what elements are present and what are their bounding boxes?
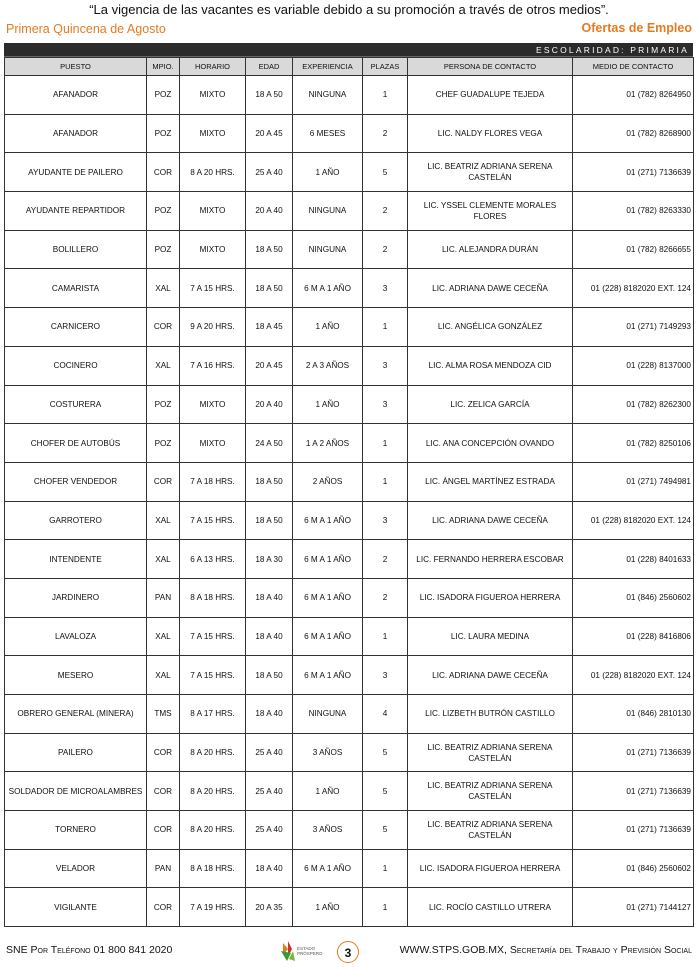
table-cell: 18 A 50 [246, 76, 293, 115]
table-cell: 3 [363, 269, 408, 308]
table-cell: 18 A 40 [246, 695, 293, 734]
table-cell: NINGUNA [293, 695, 363, 734]
table-row [5, 462, 694, 501]
table-cell: 18 A 30 [246, 540, 293, 579]
table-cell: 3 [363, 346, 408, 385]
table-cell: CHOFER DE AUTOBÚS [5, 424, 147, 463]
table-cell: POZ [147, 114, 180, 153]
table-cell: 1 [363, 462, 408, 501]
table-cell: LIC. YSSEL CLEMENTE MORALES FLORES [408, 192, 573, 231]
table-cell: LIC. LIZBETH BUTRÓN CASTILLO [408, 695, 573, 734]
table-row [5, 308, 694, 347]
table-cell: COR [147, 772, 180, 811]
table-cell: 25 A 40 [246, 153, 293, 192]
logo-text-estado: ESTADO [297, 946, 316, 951]
table-cell: POZ [147, 424, 180, 463]
table-cell: 4 [363, 695, 408, 734]
table-cell: XAL [147, 269, 180, 308]
column-header: EDAD [246, 58, 293, 76]
table-cell: MIXTO [180, 385, 246, 424]
table-cell: LIC. BEATRIZ ADRIANA SERENA CASTELÁN [408, 811, 573, 850]
table-cell: SOLDADOR DE MICROALAMBRES [5, 772, 147, 811]
table-row [5, 617, 694, 656]
table-cell: BOLILLERO [5, 230, 147, 269]
table-cell: 2 [363, 578, 408, 617]
table-cell: 01 (228) 8416806 [573, 617, 694, 656]
table-cell: 5 [363, 772, 408, 811]
column-header: HORARIO [180, 58, 246, 76]
table-cell: 6 M A 1 AÑO [293, 849, 363, 888]
table-cell: 1 [363, 849, 408, 888]
table-cell: 2 A 3 AÑOS [293, 346, 363, 385]
table-cell: 3 [363, 501, 408, 540]
table-cell: 1 AÑO [293, 385, 363, 424]
table-cell: XAL [147, 346, 180, 385]
page-number: 3 [337, 941, 359, 963]
table-cell: CHEF GUADALUPE TEJEDA [408, 76, 573, 115]
table-cell: 6 M A 1 AÑO [293, 617, 363, 656]
table-cell: 2 [363, 114, 408, 153]
table-cell: 18 A 50 [246, 230, 293, 269]
table-cell: 1 [363, 308, 408, 347]
table-cell: 01 (271) 7136639 [573, 153, 694, 192]
table-cell: 18 A 40 [246, 617, 293, 656]
table-cell: 6 M A 1 AÑO [293, 656, 363, 695]
table-cell: LIC. BEATRIZ ADRIANA SERENA CASTELÁN [408, 733, 573, 772]
column-header: MEDIO DE CONTACTO [573, 58, 694, 76]
table-row [5, 540, 694, 579]
table-cell: 20 A 40 [246, 385, 293, 424]
table-cell: LIC. ADRIANA DAWE CECEÑA [408, 501, 573, 540]
table-cell: XAL [147, 656, 180, 695]
table-cell: AFANADOR [5, 114, 147, 153]
table-cell: 18 A 50 [246, 462, 293, 501]
table-cell: 3 AÑOS [293, 811, 363, 850]
job-table-container [4, 43, 693, 927]
table-row [5, 230, 694, 269]
table-cell: 01 (846) 2560602 [573, 578, 694, 617]
column-header: PERSONA DE CONTACTO [408, 58, 573, 76]
table-cell: 1 AÑO [293, 772, 363, 811]
table-cell: 7 A 15 HRS. [180, 269, 246, 308]
table-cell: COR [147, 462, 180, 501]
table-cell: 01 (271) 7136639 [573, 733, 694, 772]
education-level-bar: ESCOLARIDAD: PRIMARIA [4, 43, 693, 57]
table-cell: 8 A 20 HRS. [180, 733, 246, 772]
table-cell: 01 (782) 8263330 [573, 192, 694, 231]
table-cell: VELADOR [5, 849, 147, 888]
table-row [5, 269, 694, 308]
table-cell: POZ [147, 76, 180, 115]
vacancy-notice: “La vigencia de las vacantes es variable debido a su promoción a través de otros medios”. [89, 2, 609, 17]
table-cell: NINGUNA [293, 192, 363, 231]
table-cell: 2 [363, 230, 408, 269]
footer-phone: SNE Por Teléfono 01 800 841 2020 [6, 944, 173, 956]
table-cell: 01 (228) 8182020 EXT. 124 [573, 656, 694, 695]
table-cell: LIC. ISADORA FIGUEROA HERRERA [408, 578, 573, 617]
table-cell: TORNERO [5, 811, 147, 850]
table-cell: 01 (271) 7494981 [573, 462, 694, 501]
table-cell: 24 A 50 [246, 424, 293, 463]
table-cell: 9 A 20 HRS. [180, 308, 246, 347]
table-cell: LIC. ADRIANA DAWE CECEÑA [408, 656, 573, 695]
table-cell: 7 A 15 HRS. [180, 656, 246, 695]
table-row [5, 192, 694, 231]
table-cell: COR [147, 153, 180, 192]
table-cell: MESERO [5, 656, 147, 695]
table-row [5, 772, 694, 811]
table-cell: 01 (271) 7136639 [573, 811, 694, 850]
table-cell: MIXTO [180, 230, 246, 269]
table-cell: CHOFER VENDEDOR [5, 462, 147, 501]
table-cell: 1 [363, 76, 408, 115]
table-cell: COR [147, 888, 180, 927]
table-cell: 01 (228) 8182020 EXT. 124 [573, 501, 694, 540]
table-cell: MIXTO [180, 424, 246, 463]
table-cell: POZ [147, 385, 180, 424]
table-cell: LIC. BEATRIZ ADRIANA SERENA CASTELÁN [408, 772, 573, 811]
table-row [5, 501, 694, 540]
logo-wordmark [297, 946, 323, 956]
table-cell: LIC. FERNANDO HERRERA ESCOBAR [408, 540, 573, 579]
table-cell: 01 (271) 7144127 [573, 888, 694, 927]
table-cell: 7 A 15 HRS. [180, 617, 246, 656]
table-row [5, 424, 694, 463]
table-cell: 18 A 40 [246, 849, 293, 888]
table-cell: POZ [147, 230, 180, 269]
table-cell: XAL [147, 617, 180, 656]
table-cell: 1 AÑO [293, 153, 363, 192]
table-cell: LIC. NALDY FLORES VEGA [408, 114, 573, 153]
table-cell: 01 (782) 8264950 [573, 76, 694, 115]
table-cell: NINGUNA [293, 230, 363, 269]
table-cell: 5 [363, 811, 408, 850]
table-cell: 18 A 50 [246, 501, 293, 540]
table-cell: 1 [363, 617, 408, 656]
table-cell: 2 [363, 192, 408, 231]
column-header: MPIO. [147, 58, 180, 76]
table-cell: 5 [363, 153, 408, 192]
table-cell: 1 A 2 AÑOS [293, 424, 363, 463]
table-cell: XAL [147, 540, 180, 579]
table-cell: LIC. ADRIANA DAWE CECEÑA [408, 269, 573, 308]
table-cell: AYUDANTE DE PAILERO [5, 153, 147, 192]
table-row [5, 811, 694, 850]
table-cell: 01 (846) 2560602 [573, 849, 694, 888]
table-cell: LIC. ÁNGEL MARTÍNEZ ESTRADA [408, 462, 573, 501]
table-cell: 01 (782) 8268900 [573, 114, 694, 153]
table-cell: 8 A 18 HRS. [180, 849, 246, 888]
table-cell: INTENDENTE [5, 540, 147, 579]
table-cell: 1 AÑO [293, 308, 363, 347]
table-cell: 1 [363, 424, 408, 463]
table-cell: 25 A 40 [246, 733, 293, 772]
table-cell: 8 A 20 HRS. [180, 811, 246, 850]
table-cell: 01 (782) 8266655 [573, 230, 694, 269]
table-cell: 6 M A 1 AÑO [293, 540, 363, 579]
table-row [5, 888, 694, 927]
table-cell: 3 AÑOS [293, 733, 363, 772]
table-cell: CARNICERO [5, 308, 147, 347]
table-cell: 7 A 15 HRS. [180, 501, 246, 540]
table-cell: JARDINERO [5, 578, 147, 617]
table-cell: 8 A 20 HRS. [180, 153, 246, 192]
table-cell: 01 (228) 8182020 EXT. 124 [573, 269, 694, 308]
table-row [5, 153, 694, 192]
table-cell: TMS [147, 695, 180, 734]
table-cell: 20 A 40 [246, 192, 293, 231]
period-title: Primera Quincena de Agosto [6, 22, 166, 36]
table-cell: LIC. ROCÍO CASTILLO UTRERA [408, 888, 573, 927]
table-cell: 18 A 45 [246, 308, 293, 347]
table-cell: 18 A 40 [246, 578, 293, 617]
table-cell: LIC. ANGÉLICA GONZÁLEZ [408, 308, 573, 347]
table-cell: OBRERO GENERAL (MINERA) [5, 695, 147, 734]
table-cell: POZ [147, 192, 180, 231]
table-cell: LIC. ALMA ROSA MENDOZA CID [408, 346, 573, 385]
table-row [5, 385, 694, 424]
table-cell: LIC. ZELICA GARCÍA [408, 385, 573, 424]
table-cell: COR [147, 308, 180, 347]
table-cell: PAILERO [5, 733, 147, 772]
table-cell: 01 (271) 7136639 [573, 772, 694, 811]
table-cell: PAN [147, 578, 180, 617]
table-cell: NINGUNA [293, 76, 363, 115]
table-cell: 8 A 20 HRS. [180, 772, 246, 811]
table-row [5, 849, 694, 888]
table-row [5, 346, 694, 385]
table-row [5, 578, 694, 617]
table-cell: LIC. ANA CONCEPCIÓN OVANDO [408, 424, 573, 463]
table-cell: 8 A 18 HRS. [180, 578, 246, 617]
job-offers-table [4, 57, 694, 927]
table-cell: LIC. LAURA MEDINA [408, 617, 573, 656]
table-row [5, 733, 694, 772]
table-cell: 3 [363, 656, 408, 695]
table-cell: 1 AÑO [293, 888, 363, 927]
table-cell: 6 A 13 HRS. [180, 540, 246, 579]
table-cell: COR [147, 733, 180, 772]
table-cell: GARROTERO [5, 501, 147, 540]
table-cell: 5 [363, 733, 408, 772]
table-cell: 20 A 45 [246, 114, 293, 153]
table-cell: 01 (228) 8137000 [573, 346, 694, 385]
table-cell: 20 A 45 [246, 346, 293, 385]
table-row [5, 76, 694, 115]
footer-website: WWW.STPS.GOB.MX, Secretaría del Trabajo y Previsión Social [399, 944, 692, 956]
table-cell: 01 (782) 8262300 [573, 385, 694, 424]
column-header: EXPERIENCIA [293, 58, 363, 76]
table-cell: 2 AÑOS [293, 462, 363, 501]
table-cell: 7 A 19 HRS. [180, 888, 246, 927]
table-cell: MIXTO [180, 76, 246, 115]
table-cell: COSTURERA [5, 385, 147, 424]
table-cell: LIC. ISADORA FIGUEROA HERRERA [408, 849, 573, 888]
table-row [5, 656, 694, 695]
column-header: PLAZAS [363, 58, 408, 76]
table-cell: 2 [363, 540, 408, 579]
table-cell: 18 A 50 [246, 656, 293, 695]
table-cell: 6 M A 1 AÑO [293, 269, 363, 308]
table-cell: CAMARISTA [5, 269, 147, 308]
section-title: Ofertas de Empleo [581, 21, 692, 35]
table-row [5, 695, 694, 734]
table-cell: 8 A 17 HRS. [180, 695, 246, 734]
table-cell: 7 A 18 HRS. [180, 462, 246, 501]
table-cell: AFANADOR [5, 76, 147, 115]
table-cell: AYUDANTE REPARTIDOR [5, 192, 147, 231]
table-cell: 25 A 40 [246, 772, 293, 811]
table-cell: 01 (271) 7149293 [573, 308, 694, 347]
table-cell: COR [147, 811, 180, 850]
table-cell: 7 A 16 HRS. [180, 346, 246, 385]
table-body [5, 76, 694, 927]
table-cell: 6 M A 1 AÑO [293, 578, 363, 617]
table-cell: VIGILANTE [5, 888, 147, 927]
table-cell: 6 M A 1 AÑO [293, 501, 363, 540]
table-cell: LIC. ALEJANDRA DURÁN [408, 230, 573, 269]
table-cell: MIXTO [180, 114, 246, 153]
table-cell: 18 A 50 [246, 269, 293, 308]
table-cell: PAN [147, 849, 180, 888]
table-cell: 3 [363, 385, 408, 424]
table-cell: 6 MESES [293, 114, 363, 153]
table-cell: LAVALOZA [5, 617, 147, 656]
table-cell: XAL [147, 501, 180, 540]
logo-text-prospero: PRÓSPERO [297, 951, 323, 956]
table-row [5, 114, 694, 153]
table-cell: 20 A 35 [246, 888, 293, 927]
table-cell: 01 (228) 8401633 [573, 540, 694, 579]
table-cell: COCINERO [5, 346, 147, 385]
table-cell: 01 (846) 2810130 [573, 695, 694, 734]
table-cell: 25 A 40 [246, 811, 293, 850]
table-cell: LIC. BEATRIZ ADRIANA SERENA CASTELÁN [408, 153, 573, 192]
table-cell: 1 [363, 888, 408, 927]
table-cell: 01 (782) 8250106 [573, 424, 694, 463]
table-cell: MIXTO [180, 192, 246, 231]
table-header-row [5, 58, 694, 76]
column-header: PUESTO [5, 58, 147, 76]
